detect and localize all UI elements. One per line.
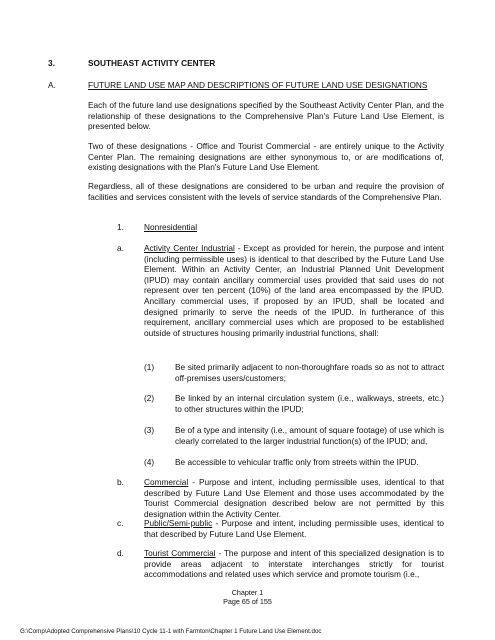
item-b-term: Commercial [144,477,189,487]
subitem-4-text: Be accessible to vehicular traffic only from streets within the IPUD. [175,457,419,467]
subitem-1-text: Be sited primarily adjacent to non-thoroughfare roads so as not to attract off-premises users/customers; [175,362,444,383]
item-d-letter: d. [117,548,124,558]
footer-chapter: Chapter 1 [231,588,264,597]
item-c-letter: c. [117,518,124,528]
section-title: SOUTHEAST ACTIVITY CENTER [88,58,216,68]
subitem-3-text: Be of a type and intensity (i.e., amount of square footage) of use which is clearly correlated to the larger industrial function(s) of the IPUD; and, [175,425,444,446]
footer-file-path: G:\Comp\Adopted Comprehensive Plans\10 Cycle 11-1 with Farmton\Chapter 1 Future Land Use Element.doc [20,628,322,635]
item-a-letter: a. [117,243,124,253]
item-a-text [144,243,444,338]
subitem-3-num: (3) [144,425,155,435]
subitem-2-num: (2) [144,393,155,403]
item-c-term: Public/Semi-public [144,518,213,528]
item-c-body: - Purpose and intent, including permissible uses, identical to that described by Future Land Use Element. [144,518,444,539]
item-b-body: - Purpose and intent, including permissible uses, identical to that described by Future Land Use Element and those uses accommodated by the Tourist Commercial designation described below are not permitted by this designation within the Activity Center. [144,477,444,519]
nonresidential-heading: Nonresidential [144,222,198,232]
paragraph-3: Regardless, all of these designations are considered to be urban and require the provision of facilities and services consistent with the levels of service standards of the Comprehensive Plan. [88,181,444,202]
section-number: 3. [48,58,55,68]
paragraph-2: Two of these designations - Office and Tourist Commercial - are entirely unique to the Activity Center Plan. The remaining designations are either synonymous to, or are modifications of, existing designations with the Plan's Future Land Use Element. [88,141,444,173]
footer-page-number: Page 65 of 155 [223,597,272,606]
item-d-text [144,548,444,580]
item-b-letter: b. [117,477,124,487]
subitem-4-num: (4) [144,457,155,467]
item-d-body: - The purpose and intent of this specialized designation is to provide areas adjacent to interstate interchanges strictly for tourist accommodations and related uses which service and promote tourism (i.e., [144,548,444,580]
nonresidential-number: 1. [117,222,124,232]
subsection-letter: A. [48,80,56,90]
item-b-text [144,477,444,519]
paragraph-1: Each of the future land use designations specified by the Southeast Activity Center Plan, and the relationship of these designations to the Comprehensive Plan's Future Land Use Element, is presented below. [88,100,444,132]
item-a-term: Activity Center Industrial [144,243,235,253]
item-a-body: - Except as provided for herein, the purpose and intent (including permissible uses) is identical to that described by the Future Land Use Element. Within an Activity Center, an Industrial Planned Unit Development (IPUD) may contain ancillary commercial uses provided that said uses do not represent over ten percent (10%) of the land area encompassed by the IPUD. Ancillary commercial uses, if proposed by an IPUD, shall be located and designed primarily to serve the needs of the IPUD. In furtherance of this requirement, ancillary commercial uses which are proposed to be established outside of structures housing primarily industrial functions, shall: [144,243,444,338]
subitem-2-text: Be linked by an internal circulation system (i.e., walkways, streets, etc.) to other structures within the IPUD; [175,393,444,414]
subitem-1-num: (1) [144,362,155,372]
subsection-title: FUTURE LAND USE MAP AND DESCRIPTIONS OF FUTURE LAND USE DESIGNATIONS [88,80,428,90]
item-c-text [144,518,444,539]
item-d-term: Tourist Commercial [144,548,216,558]
